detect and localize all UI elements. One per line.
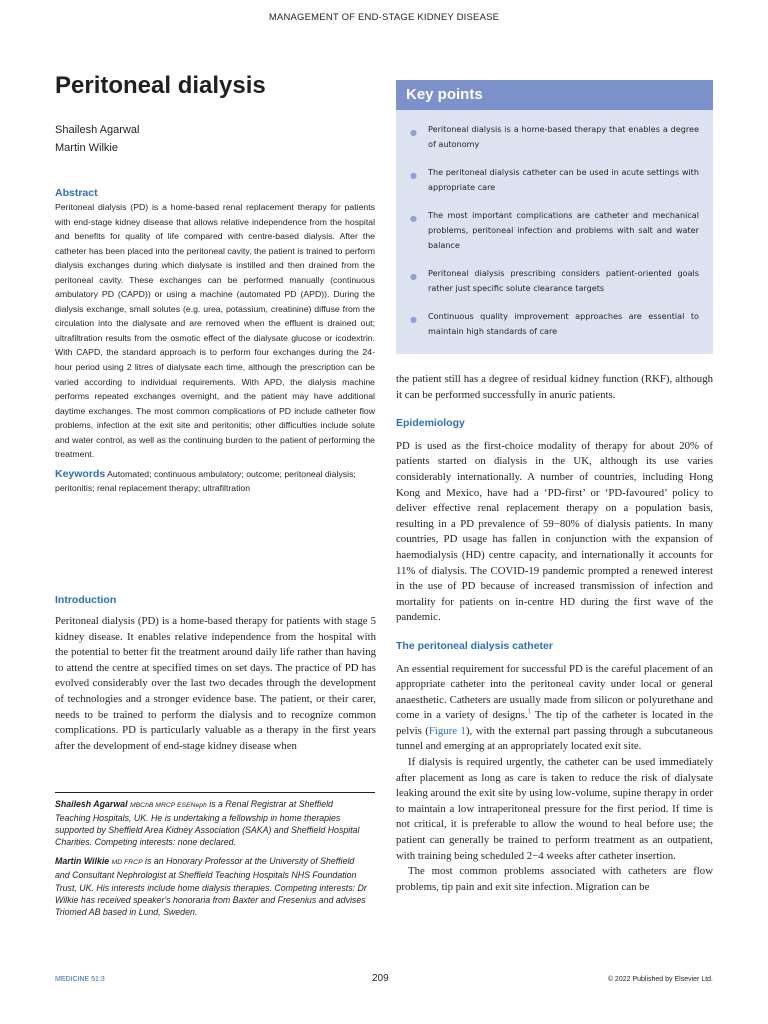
epidemiology-heading: Epidemiology bbox=[396, 417, 465, 430]
page-number: 209 bbox=[372, 973, 389, 984]
author-note-name: Martin Wilkie bbox=[55, 856, 110, 867]
key-points-title: Key points bbox=[396, 80, 713, 110]
abstract-text: Peritoneal dialysis (PD) is a home-based renal replacement therapy for patients with end-stage kidney disease that allows relative independence from the hospital and benefits for quality of life compared with centre-based dialysis. After the catheter has been placed into the peritoneal cavity, the patient is trained to perform dialysis exchanges during which dialysate is instilled and then drained from the peritoneal cavity. These exchanges can be performed manually (continuous ambulatory PD (CAPD)) or using a machine (automated PD (APD)). During the dialysis exchange, small solutes (e.g. urea, potassium, creatinine) diffuse from the circulation into the dialysate and are removed when the effluent is drained out; ultrafiltration results from the osmotic effect of the dialysate glucose or icodextrin. With CAPD, the standard approach is to perform four exchanges during the 24-hour period using 2 litres of dialysate each time, although the prescription can be varied according to individual requirements. With APD, the dialysis machine performs repeated exchanges overnight, and the patient may have additional daytime exchanges. The most common complications of PD include catheter flow problems, infection at the exit site and peritonitis; other difficulties include solute and water control, as well as the continuing burden to the patient of performing the treatment. bbox=[55, 202, 375, 460]
bullet-icon: ● bbox=[410, 315, 417, 324]
introduction-continuation: the patient still has a degree of residual kidney function (RKF), although it can be performed successfully in anuric patients. bbox=[396, 373, 713, 401]
key-point-item bbox=[410, 165, 699, 195]
author-list bbox=[55, 121, 139, 157]
key-point-text: Peritoneal dialysis prescribing considers patient-oriented goals rather just specific solute clearance targets bbox=[428, 268, 699, 293]
author-notes bbox=[55, 798, 367, 925]
epidemiology-text: PD is used as the first-choice modality of therapy for about 20% of patients started on dialysis in the UK, although its use varies considerably internationally. A number of countries, including Hong Kong and Mexico, have had a ‘PD-first’ or ‘PD-favoured’ policy to deliver effective renal replacement therapy on a population basis, resulting in a PD prevalence of 59−80% of dialysis patients. In many countries, PD usage has fallen in conjunction with the expansion of haemodialysis (HD) centre capacity, and internationally it accounts for 11% of dialysis. The COVID-19 pandemic prompted a renewed interest in the use of PD because of increased transmission of infection and mortality for patients on in-centre HD during the first wave of the pandemic. bbox=[396, 439, 713, 624]
author-note-credentials: MD FRCP bbox=[111, 859, 143, 867]
catheter-paragraph bbox=[396, 662, 713, 756]
author-name: Martin Wilkie bbox=[55, 142, 118, 154]
reference-link[interactable]: 1 bbox=[527, 707, 532, 716]
bullet-icon: ● bbox=[410, 171, 417, 180]
bullet-icon: ● bbox=[410, 214, 417, 223]
catheter-paragraph: If dialysis is required urgently, the catheter can be used immediately after placement as long as care is taken to reduce the risk of dialysate leaking around the exit site by using low-volume, supine therapy in order to maintain a low intraperitoneal pressure for the first period. If time is not critical, it is preferable to allow the wound to heal before use; the patient can generally be trained to perform treatment as an outpatient, with training being scheduled 2−4 weeks after catheter insertion. bbox=[396, 756, 713, 862]
key-point-item bbox=[410, 208, 699, 253]
bullet-icon: ● bbox=[410, 272, 417, 281]
author-note-text: is a Renal Registrar at Sheffield Teaching Hospitals, UK. He is undertaking a fellowship in home therapies supported by Sheffield Area Kidney Association (SAKA) and Sheffield Hospital Charities. Competing interests: none declared. bbox=[55, 799, 360, 848]
key-point-text: The most important complications are catheter and mechanical problems, peritoneal infection and problems with salt and water balance bbox=[428, 210, 699, 250]
catheter-heading: The peritoneal dialysis catheter bbox=[396, 639, 553, 652]
author-note bbox=[55, 855, 367, 917]
catheter-text: An essential requirement for successful PD is the careful placement of an appropriate catheter into the peritoneal cavity under local or general anaesthetic. Catheters are usually made from silicon or polyurethane and come in a variety of designs. bbox=[396, 662, 713, 722]
key-point-item bbox=[410, 266, 699, 296]
catheter-paragraph: The most common problems associated with catheters are flow problems, tip pain and exit site infection. Migration can be bbox=[396, 865, 713, 893]
author-note bbox=[55, 798, 367, 848]
keywords-label: Keywords bbox=[55, 467, 106, 480]
footnote-divider bbox=[55, 792, 375, 793]
keywords-text: Automated; continuous ambulatory; outcome; peritoneal dialysis; peritonitis; renal replacement therapy; ultrafiltration bbox=[55, 468, 356, 494]
author-note-credentials: MBChB MRCP ESENeph bbox=[129, 802, 207, 809]
author-name: Shailesh Agarwal bbox=[55, 124, 140, 136]
introduction-text: Peritoneal dialysis (PD) is a home-based therapy for patients with stage 5 kidney disease. It enables relative independence from the hospital with the potential to better fit the treatment around daily life rather than having to attend the centre at specified times on set days. The practice of PD has evolved considerably over the last two decades through the development of technologies and a stronger evidence base. The patient, or their carer, needs to be trained to perform the dialysis and to recognize common complications. PD is particularly valuable as a therapy in the first years after the development of end-stage kidney disease when bbox=[55, 615, 376, 752]
author-note-name: Shailesh Agarwal bbox=[55, 799, 128, 809]
key-points-list bbox=[396, 110, 713, 339]
introduction-heading: Introduction bbox=[55, 594, 117, 606]
right-column bbox=[396, 372, 713, 895]
key-point-text: Continuous quality improvement approaches are essential to maintain high standards of care bbox=[428, 311, 699, 336]
key-points-box bbox=[396, 80, 713, 354]
key-point-text: Peritoneal dialysis is a home-based therapy that enables a degree of autonomy bbox=[428, 124, 699, 149]
keywords-section bbox=[55, 467, 375, 496]
article-title: Peritoneal dialysis bbox=[55, 72, 266, 99]
bullet-icon: ● bbox=[410, 128, 417, 137]
key-point-text: The peritoneal dialysis catheter can be used in acute settings with appropriate care bbox=[428, 167, 699, 192]
running-head: MANAGEMENT OF END-STAGE KIDNEY DISEASE bbox=[268, 12, 500, 23]
key-point-item bbox=[410, 122, 699, 152]
catheter-text: ), with the external part passing through a subcutaneous tunnel and emerging at an appropriately located exit site. bbox=[396, 724, 713, 753]
abstract-section bbox=[55, 186, 375, 496]
figure-link[interactable]: Figure 1 bbox=[428, 724, 466, 737]
author-note-text: is an Honorary Professor at the University of Sheffield and Consultant Nephrologist at Sheffield Teaching Hospitals NHS Foundation Trust, UK. His interests include home dialysis therapies. Competing interests: Dr Wilkie has received speaker's honoraria from Baxter and Fresenius and advises Triomed AB based in Lund, Sweden. bbox=[55, 856, 367, 917]
abstract-heading: Abstract bbox=[55, 187, 98, 199]
footer-copyright: © 2022 Published by Elsevier Ltd. bbox=[607, 976, 713, 983]
catheter-text: The tip of the catheter is located in the pelvis ( bbox=[396, 709, 713, 737]
key-point-item bbox=[410, 309, 699, 339]
footer-journal: MEDICINE 51:3 bbox=[55, 976, 105, 983]
